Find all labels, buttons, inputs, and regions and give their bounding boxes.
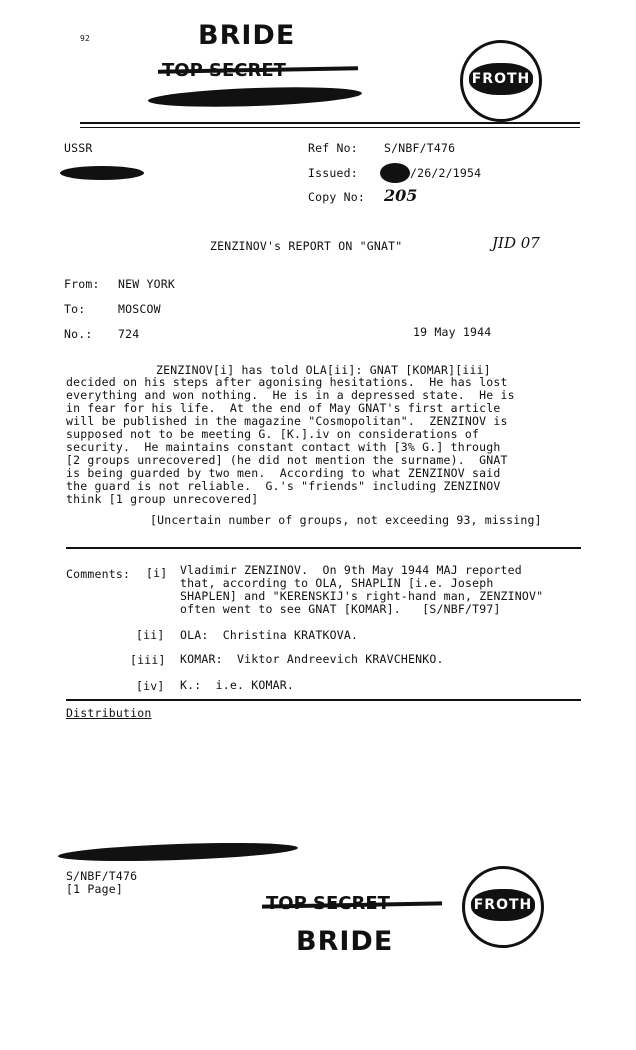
redaction-bar (148, 84, 362, 109)
codeword-header: BRIDE (198, 20, 296, 51)
no-label: No.: (64, 327, 93, 341)
body-line: decided on his steps after agonising hesitations. He has lost (66, 375, 508, 389)
body-line: security. He maintains constant contact with [3% G.] through (66, 440, 501, 454)
ref-label: Ref No: (308, 141, 358, 155)
body-line: will be published in the magazine "Cosmopolitan". ZENZINOV is (66, 414, 508, 428)
distribution-label: Distribution (66, 706, 152, 720)
to-label: To: (64, 302, 86, 316)
comment-line: OLA: Christina KRATKOVA. (180, 628, 359, 642)
body-line: is being guarded by two men. According to what ZENZINOV said (66, 466, 501, 480)
body-line: supposed not to be meeting G. [K.].iv on considerations of (66, 427, 480, 441)
body-line: in fear for his life. At the end of May GNAT's first article (66, 401, 501, 415)
page-number: 92 (80, 34, 91, 43)
missing-note: [Uncertain number of groups, not exceeding 93, missing] (150, 513, 542, 527)
comment-line: that, according to OLA, SHAPLIN [i.e. Joseph (180, 576, 494, 590)
comments-label: Comments: (66, 567, 131, 581)
issued-value: /26/2/1954 (410, 166, 482, 180)
redaction-blot (380, 163, 410, 183)
header-rule-thin (80, 127, 580, 128)
footer-ref: S/NBF/T476 (66, 869, 138, 883)
to-value: MOSCOW (118, 302, 161, 316)
issued-label: Issued: (308, 166, 358, 180)
from-label: From: (64, 277, 100, 291)
redaction-bar (60, 166, 144, 180)
footer-pages: [1 Page] (66, 882, 123, 896)
copy-label: Copy No: (308, 190, 365, 204)
stamp-label: FROTH (469, 63, 533, 95)
stamp-label: FROTH (471, 889, 535, 921)
no-value: 724 (118, 327, 140, 341)
comment-marker: [iv] (136, 679, 165, 693)
body-line: everything and won nothing. He is in a depressed state. He is (66, 388, 515, 402)
country: USSR (64, 141, 93, 155)
comment-line: KOMAR: Viktor Andreevich KRAVCHENKO. (180, 652, 444, 666)
comment-marker: [iii] (130, 653, 166, 667)
comments-rule (66, 547, 581, 549)
comment-marker: [i] (146, 566, 168, 580)
body-line: think [1 group unrecovered] (66, 492, 259, 506)
comment-line: K.: i.e. KOMAR. (180, 678, 294, 692)
froth-stamp (462, 866, 544, 948)
ref-value: S/NBF/T476 (384, 141, 456, 155)
comment-line: Vladimir ZENZINOV. On 9th May 1944 MAJ reported (180, 563, 522, 577)
froth-stamp (460, 40, 542, 122)
comment-line: SHAPLEN] and "KERENSKIJ's right-hand man, ZENZINOV" (180, 589, 544, 603)
body-line: the guard is not reliable. G.'s "friends" including ZENZINOV (66, 479, 501, 493)
header-rule (80, 122, 580, 124)
from-value: NEW YORK (118, 277, 175, 291)
body-line: ZENZINOV[i] has told OLA[ii]: GNAT [KOMAR][iii] (156, 363, 491, 377)
report-title: ZENZINOV's REPORT ON "GNAT" (210, 239, 403, 253)
comment-line: often went to see GNAT [KOMAR]. [S/NBF/T97] (180, 602, 501, 616)
redaction-bar (58, 840, 298, 864)
comment-marker: [ii] (136, 628, 165, 642)
codeword-footer: BRIDE (296, 926, 394, 957)
copy-value: 205 (384, 186, 418, 205)
handwritten-ref: JID 07 (492, 234, 540, 252)
message-date: 19 May 1944 (413, 325, 492, 339)
body-line: [2 groups unrecovered] (he did not mention the surname). GNAT (66, 453, 508, 467)
distribution-rule (66, 699, 581, 701)
